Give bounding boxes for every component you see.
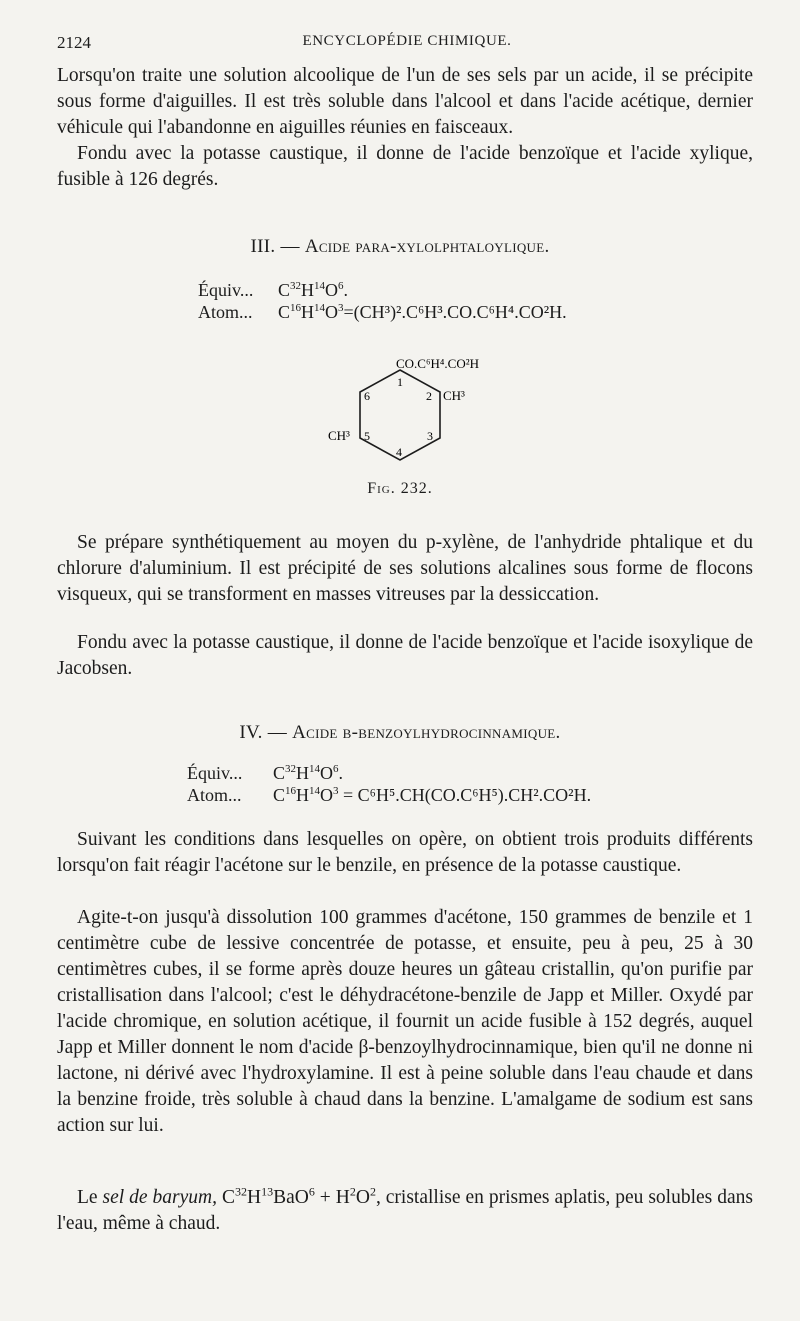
- atom-value: $C^{16}H^{14}O^3$: [278, 302, 344, 322]
- benzene-ring-diagram: [300, 350, 500, 470]
- equiv-formula-iii: [198, 279, 348, 301]
- emphasis-text: sel de baryum,: [102, 1187, 217, 1208]
- position-5: 5: [364, 429, 370, 443]
- page-number: 2124: [57, 33, 91, 52]
- atom-value: $C^{16}H^{14}O^3$: [273, 785, 339, 805]
- rest-text: , cristallise en prismes aplatis, peu solubles dans l'eau, même à chaud.: [57, 1187, 753, 1234]
- atom-label: Atom...: [198, 302, 253, 322]
- section-heading: Acide b-benzoylhydrocinnamique.: [292, 722, 561, 743]
- page-header: [57, 33, 757, 57]
- paragraph-preparation: Agite-t-on jusqu'à dissolution 100 grammes d'acétone, 150 grammes de benzile et 1 centimètre cube de lessive concentrée de potasse, et ensuite, peu à peu, 25 à 30 centimètres cubes, il se forme après douze heures un gâteau cristallin, qu'on purifie par cristallisation dans l'alcool; c'est le déhydracétone-benzile de Japp et Miller. Oxydé par l'acide chromique, en solution acétique, il fournit un acide fusible à 152 degrés, auquel Japp et Miller donnent le nom d'acide β-benzoylhydrocinnamique, bien qu'il ne donne ni lactone, ni dérivé avec l'hydroxylamine. Il est à peine soluble dans l'eau chaude et dans la benzine froide, très soluble à chaud dans la benzine. L'amalgame de sodium est sans action sur lui.: [57, 907, 753, 1136]
- position-1: 1: [397, 375, 403, 389]
- paragraph-precipitation: Lorsqu'on traite une solution alcoolique de l'un de ses sels par un acide, il se précipite sous forme d'aiguilles. Il est très soluble dans l'alcool et dans l'acide acétique, dernier véhicule qui l'abandonne en aiguilles réunies en faisceaux.: [57, 65, 753, 138]
- paragraph-synthesis: Se prépare synthétiquement au moyen du p-xylène, de l'anhydride phtalique et du chlorure d'aluminium. Il est précipité de ses solutions alcalines sous forme de flocons visqueux, qui se transforment en masses vitreuses par la dessiccation.: [57, 532, 753, 605]
- atom-formula-iii: [198, 301, 567, 323]
- section-title-iii: [0, 236, 800, 258]
- equiv-value: $C^{32}H^{14}O^6$.: [273, 763, 344, 783]
- left-substituent: CH³: [328, 428, 350, 443]
- equiv-value: $C^{32}H^{14}O^6$.: [278, 280, 349, 300]
- equiv-label: Équiv...: [187, 763, 243, 783]
- section-heading: Acide para-xylolphtaloylique.: [304, 236, 550, 257]
- atom-label: Atom...: [187, 785, 242, 805]
- equiv-formula-iv: [187, 762, 343, 784]
- figure-caption: Fig. 232.: [367, 480, 433, 497]
- position-3: 3: [427, 429, 433, 443]
- position-4: 4: [396, 445, 402, 459]
- paragraph-fusion-potash: Fondu avec la potasse caustique, il donne de l'acide benzoïque et l'acide xylique, fusible à 126 degrés.: [57, 143, 753, 190]
- running-title: ENCYCLOPÉDIE CHIMIQUE.: [302, 33, 512, 49]
- equiv-label: Équiv...: [198, 280, 254, 300]
- paragraph-barium-salt: Le sel de baryum, $C^{32}H^{13}BaO^6 + H^2O^2$, cristallise en prismes aplatis, peu solubles dans l'eau, même à chaud.: [57, 1184, 753, 1234]
- paragraph-isoxylic: Fondu avec la potasse caustique, il donne de l'acide benzoïque et l'acide isoxylique de Jacobsen.: [57, 632, 753, 679]
- section-title-iv: [0, 722, 800, 744]
- paragraph-conditions: Suivant les conditions dans lesquelles on opère, on obtient trois produits différents lorsqu'on fait réagir l'acétone sur le benzile, en présence de la potasse caustique.: [57, 829, 753, 876]
- section-numeral: III. —: [250, 236, 305, 257]
- position-6: 6: [364, 389, 370, 403]
- atom-equation: = C⁶H⁵.CH(CO.C⁶H⁵).CH².CO²H.: [343, 785, 592, 805]
- position-2: 2: [426, 389, 432, 403]
- top-substituent: CO.C⁶H⁴.CO²H: [396, 356, 480, 371]
- atom-formula-iv: [187, 784, 591, 806]
- atom-equation: =(CH³)².C⁶H³.CO.C⁶H⁴.CO²H.: [343, 302, 567, 322]
- lead-text: Le: [77, 1187, 103, 1208]
- right-substituent: CH³: [443, 388, 465, 403]
- section-numeral: IV. —: [239, 722, 293, 743]
